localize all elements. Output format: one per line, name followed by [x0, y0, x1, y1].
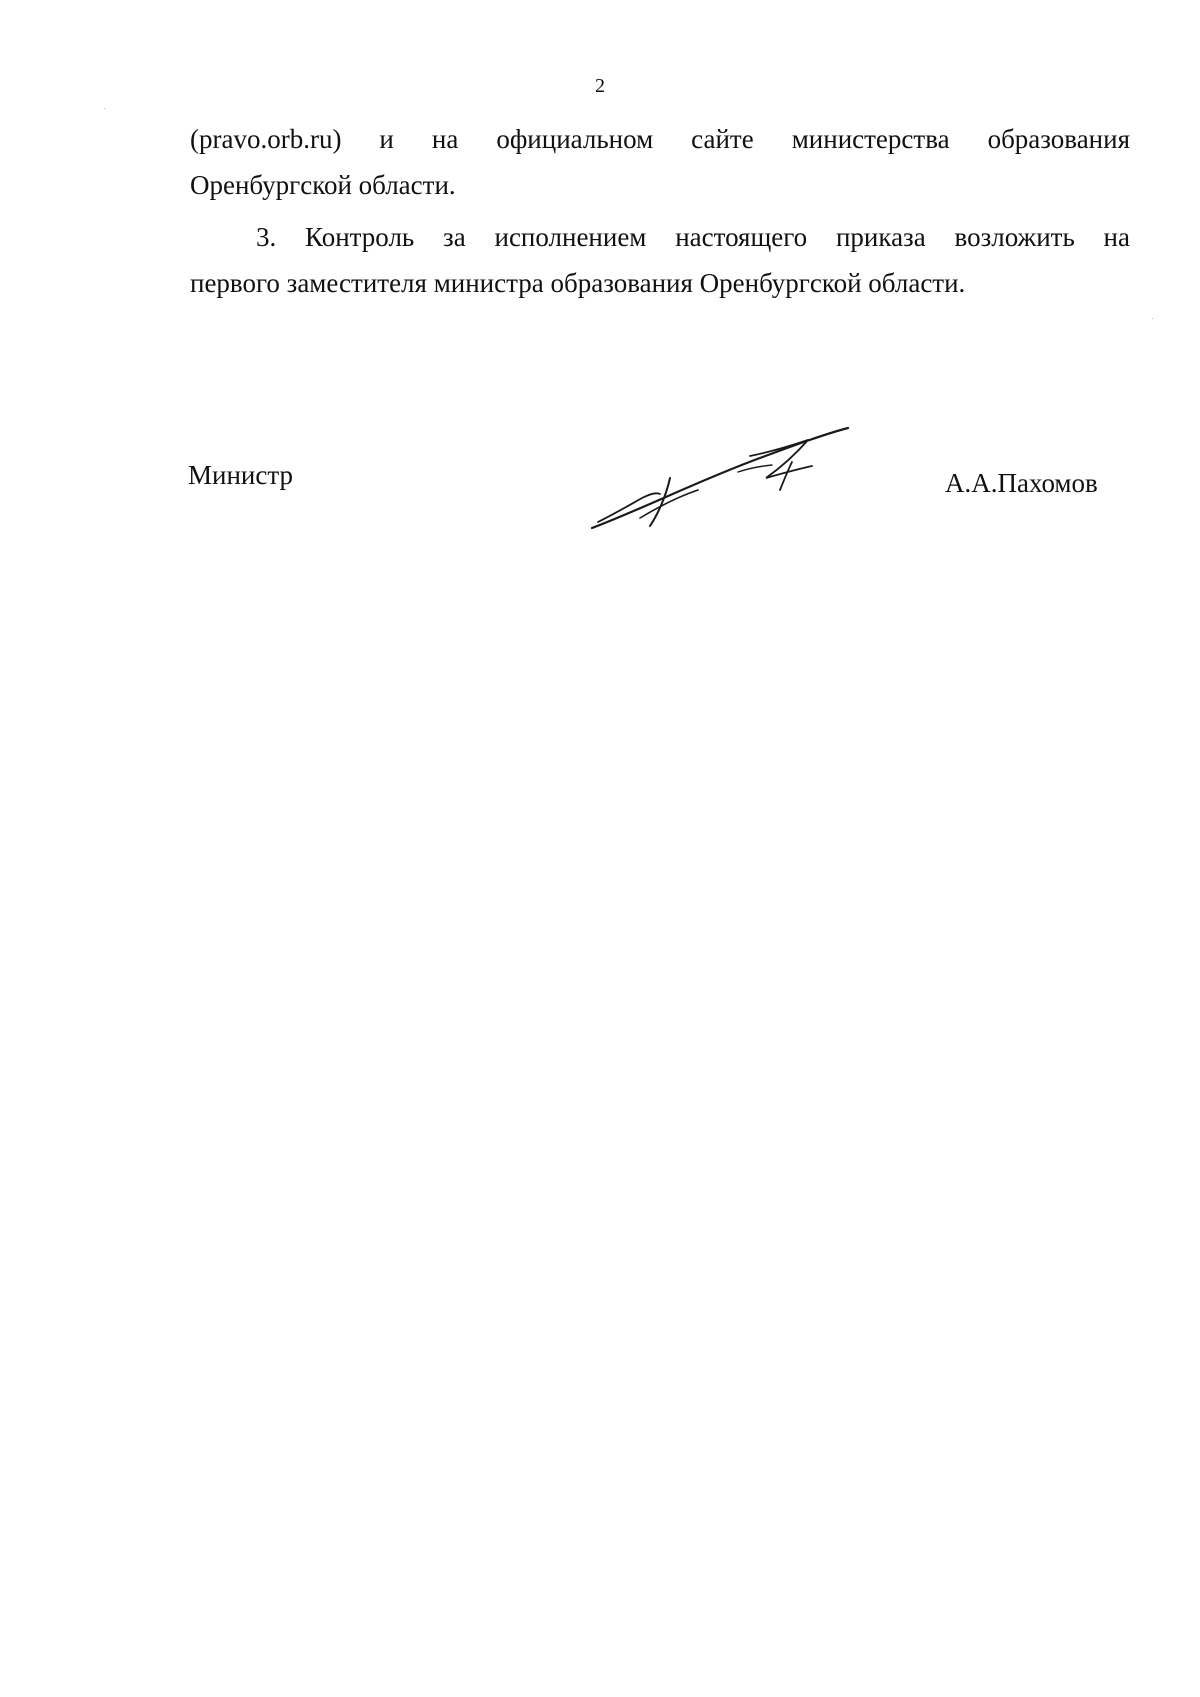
- paragraph-continuation-line-2: Оренбургской области.: [190, 170, 456, 200]
- paragraph-3: [190, 214, 1130, 306]
- signatory-name: А.А.Пахомов: [945, 468, 1098, 498]
- scan-speck: [104, 108, 105, 109]
- paragraph-continuation-line-1: (pravo.orb.ru) и на официальном сайте министерства образования: [190, 124, 1130, 154]
- scan-speck: [1152, 318, 1153, 319]
- paragraph-continuation: [190, 116, 1130, 208]
- paragraph-3-line-1: 3. Контроль за исполнением настоящего приказа возложить на: [256, 222, 1130, 252]
- handwritten-signature-icon: [580, 410, 860, 540]
- paragraph-3-line-2: первого заместителя министра образования Оренбургской области.: [190, 268, 966, 298]
- page-number: 2: [595, 75, 605, 97]
- signatory-title: Министр: [188, 460, 293, 490]
